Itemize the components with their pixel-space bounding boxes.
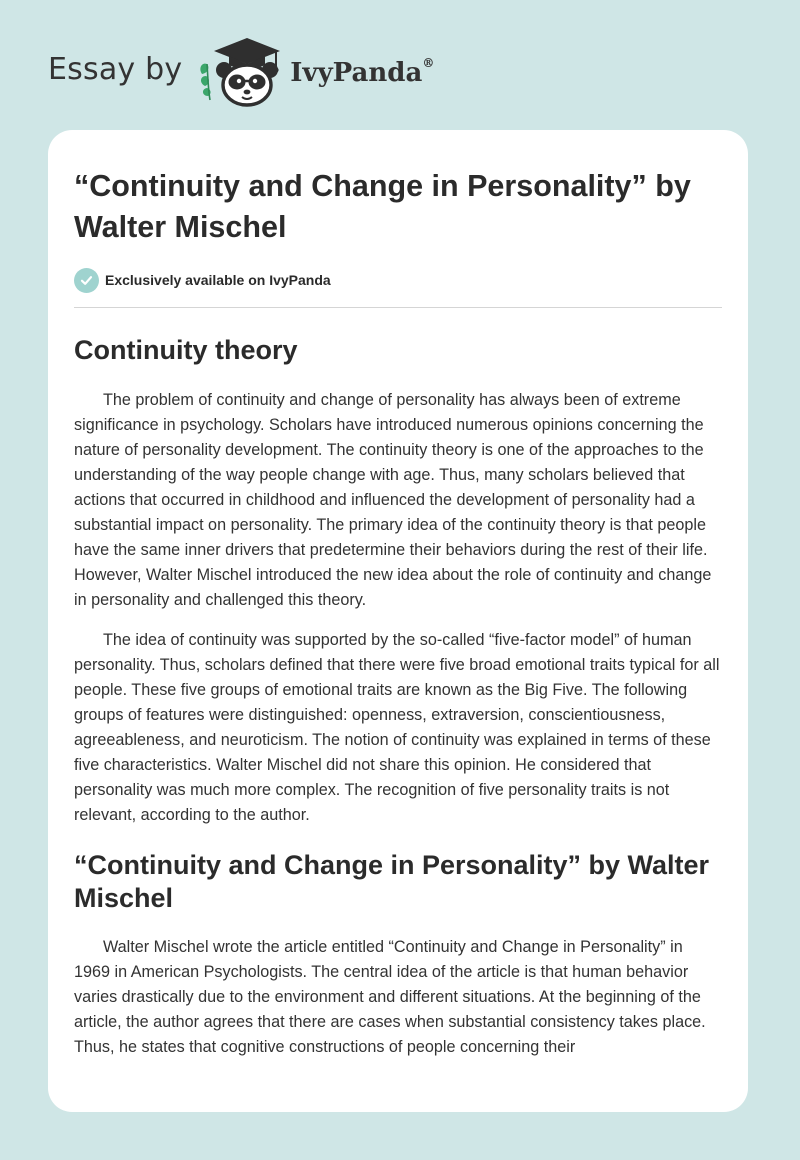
section-heading: “Continuity and Change in Personality” by Walter Mischel: [74, 850, 710, 913]
document-title: “Continuity and Change in Personality” by Walter Mischel: [74, 169, 691, 244]
exclusive-badge: [74, 266, 722, 294]
brand-name: IvyPanda®: [290, 56, 435, 88]
divider: [74, 307, 722, 308]
paragraph: Walter Mischel wrote the article entitled “Continuity and Change in Personality” in 1969 in American Psychologists. The central idea of the article is that human behavior varies drastically due to the environment and different situations. At the beginning of the article, the author agrees that there are cases when substantial consistency takes place. Thus, he states that cognitive constructions of people concerning their: [74, 938, 706, 1056]
essay-by-label: Essay by: [48, 51, 183, 87]
paragraph: The problem of continuity and change of personality has always been of extreme significance in psychology. Scholars have introduced numerous opinions concerning the nature of personality development. The continuity theory is one of the approaches to the understanding of the way people change with age. Thus, many scholars believed that actions that occurred in childhood and influenced the development of personality had a substantial impact on personality. The primary idea of the continuity theory is that people have the same inner drivers that predetermine their behaviors during the rest of their life. However, Walter Mischel introduced the new idea about the role of continuity and change in personality and challenged this theory.: [74, 391, 712, 609]
paragraph: The idea of continuity was supported by the so-called “five-factor model” of human personality. Thus, scholars defined that there were five broad emotional traits typical for all people. These five groups of emotional traits are known as the Big Five. The following groups of features were distinguished: openness, extraversion, conscientiousness, agreeableness, and neuroticism. The notion of continuity was explained in terms of these five characteristics. Walter Mischel did not share this opinion. He considered that personality was much more complex. The recognition of five personality traits is not relevant, according to the author.: [74, 631, 720, 824]
exclusive-text: Exclusively available on IvyPanda: [105, 272, 331, 288]
check-icon: [74, 268, 99, 293]
section-heading: Continuity theory: [74, 335, 298, 365]
site-header: [48, 34, 434, 108]
essay-card: [48, 130, 748, 1112]
registered-mark: ®: [422, 56, 435, 71]
panda-graduate-icon: [196, 34, 288, 108]
